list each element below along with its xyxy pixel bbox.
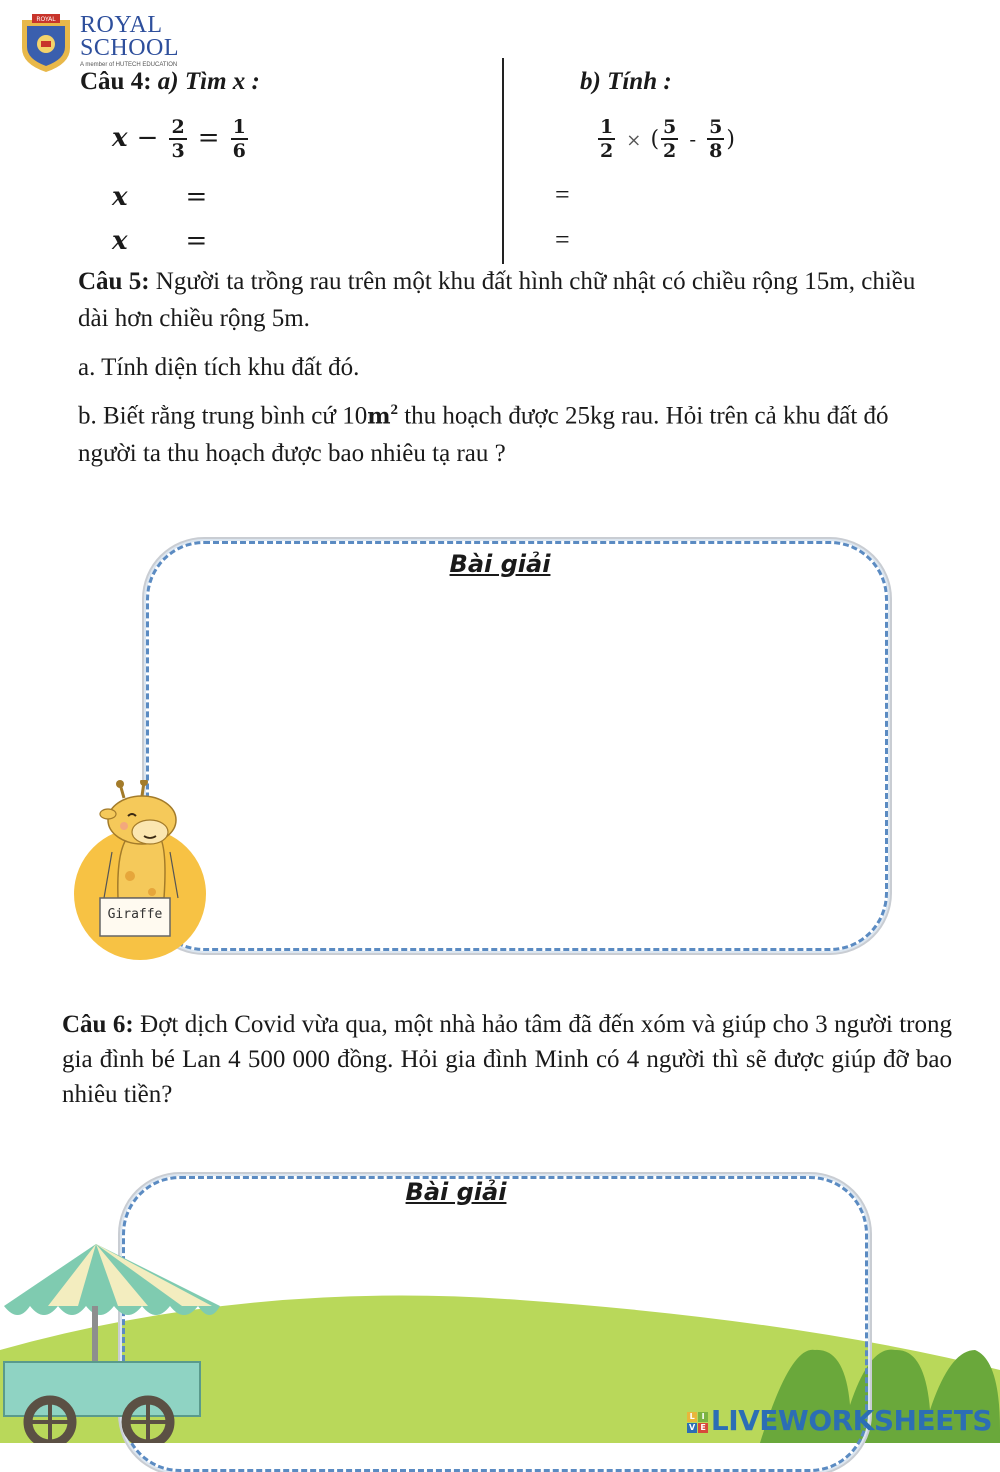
q4-part-a-label: a) Tìm x : bbox=[157, 68, 260, 95]
school-crest-icon bbox=[18, 14, 74, 74]
q4b-expression: $\frac{1}{2}$ × ( $\frac{5}{2}$ - $\frac{5}{8}$ ) bbox=[600, 116, 735, 162]
q6-text: Đợt dịch Covid vừa qua, một nhà hảo tâm đã đến xóm và giúp cho 3 người trong gia đình bé Lan 4 500 000 đồng. Hỏi gia đình Minh có 4 người thì sẽ được giúp đỡ bao nhiêu tiền? bbox=[62, 1011, 952, 1108]
fraction-1-6: $\frac{1}{6}$ bbox=[232, 116, 246, 162]
liveworksheets-watermark bbox=[687, 1404, 992, 1437]
column-divider bbox=[502, 58, 504, 264]
q4-label: Câu 4: bbox=[80, 68, 152, 95]
q4a-var: x bbox=[112, 123, 128, 153]
fraction-5-2: $\frac{5}{2}$ bbox=[663, 116, 677, 162]
q4a-minus: − bbox=[136, 123, 159, 153]
q4-part-b-label: b) Tính : bbox=[580, 68, 672, 95]
q6-label: Câu 6: bbox=[62, 1011, 134, 1038]
q4a-answer-line-2[interactable]: x = bbox=[112, 226, 208, 256]
answer-box-q5[interactable] bbox=[146, 541, 888, 951]
q4b-answer-line-2[interactable]: = bbox=[555, 225, 570, 254]
fraction-5-8: $\frac{5}{8}$ bbox=[709, 116, 723, 162]
q6-problem bbox=[62, 1007, 952, 1112]
q4a-equation bbox=[112, 116, 250, 162]
q5-problem bbox=[78, 263, 948, 337]
q4a-equals: = bbox=[197, 123, 220, 153]
liveworksheets-text: LIVEWORKSHEETS bbox=[710, 1404, 992, 1437]
school-name-line1: ROYAL bbox=[80, 12, 163, 38]
q4-heading bbox=[80, 68, 260, 96]
q5-part-b: b. Biết rằng trung bình cứ $10m^2$ thu hoạch được 25kg rau. Hỏi trên cả khu đất đó người ta thu hoạch được bao nhiêu tạ rau ? bbox=[78, 402, 889, 468]
liveworksheets-logo-icon: L I V E bbox=[687, 1412, 708, 1433]
giraffe-icon bbox=[72, 780, 208, 962]
svg-text:ROYAL: ROYAL bbox=[36, 16, 56, 23]
q5-label: Câu 5: bbox=[78, 268, 150, 295]
fraction-1-2: $\frac{1}{2}$ bbox=[600, 116, 614, 162]
q5-part-a: a. Tính diện tích khu đất đó. bbox=[78, 354, 360, 381]
school-name-line2: SCHOOL bbox=[80, 35, 180, 61]
times-sign: × bbox=[626, 130, 642, 151]
school-name bbox=[80, 14, 179, 60]
umbrella-cart-icon bbox=[0, 1240, 230, 1443]
giraffe-sign-label: Giraffe bbox=[107, 907, 163, 922]
q4b-answer-line-1[interactable]: = bbox=[555, 180, 570, 209]
answer-box-q5-title: Bài giải bbox=[449, 550, 551, 578]
q5-text: Người ta trồng rau trên một khu đất hình chữ nhật có chiều rộng 15m, chiều dài hơn chiều rộng 5m. bbox=[78, 268, 916, 332]
q4a-answer-line-1[interactable]: x = bbox=[112, 182, 208, 212]
answer-box-q6-title: Bài giải bbox=[405, 1178, 507, 1206]
school-tagline: A member of HUTECH EDUCATION bbox=[80, 62, 178, 68]
fraction-2-3: $\frac{2}{3}$ bbox=[171, 116, 185, 162]
